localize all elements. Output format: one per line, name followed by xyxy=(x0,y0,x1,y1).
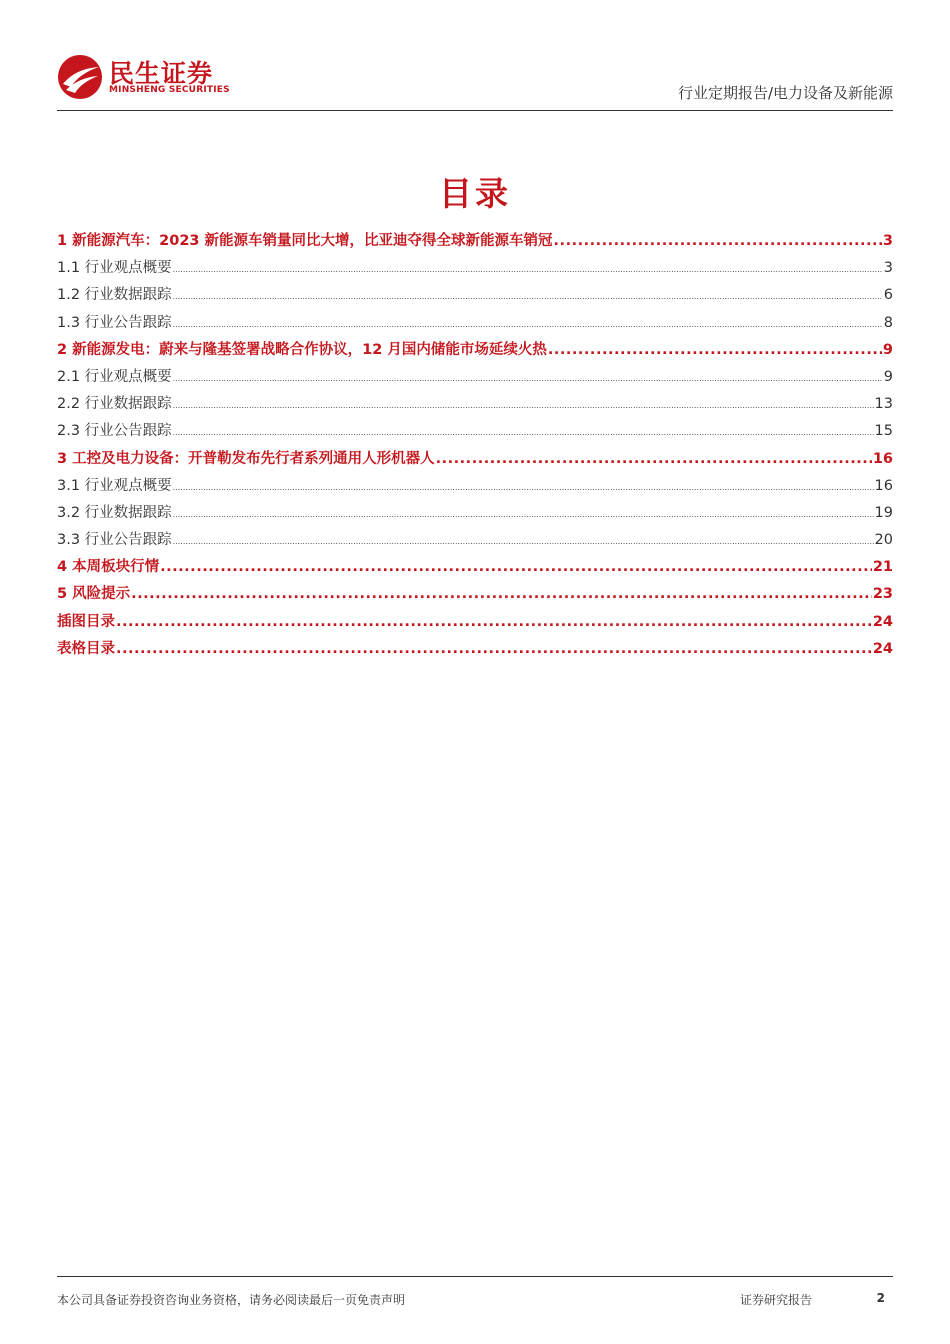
toc-entry-section[interactable] xyxy=(57,554,893,581)
brand-logo xyxy=(57,52,257,102)
toc-entry-title: 4 本周板块行情 xyxy=(57,559,160,576)
toc-entry-subsection[interactable] xyxy=(57,391,893,418)
toc-dot-leader xyxy=(131,581,872,608)
toc-entry-section[interactable] xyxy=(57,609,893,636)
report-category: 行业定期报告/电力设备及新能源 xyxy=(677,84,893,102)
toc-entry-page: 24 xyxy=(872,613,893,630)
toc-dot-leader xyxy=(116,636,872,663)
toc-entry-subsection[interactable] xyxy=(57,527,893,554)
toc-entry-subsection[interactable] xyxy=(57,255,893,282)
toc-entry-title: 1 新能源汽车：2023 新能源车销量同比大增，比亚迪夺得全球新能源车销冠 xyxy=(57,233,553,249)
toc-entry-title: 2.2 行业数据跟踪 xyxy=(57,396,172,413)
toc-title: 目录 xyxy=(439,174,511,213)
toc-entry-title: 1.1 行业观点概要 xyxy=(57,260,172,277)
toc-entry-title: 3 工控及电力设备：开普勒发布先行者系列通用人形机器人 xyxy=(57,450,435,467)
toc-entry-section[interactable] xyxy=(57,446,893,473)
toc-entry-section[interactable] xyxy=(57,228,893,255)
toc-entry-page: 24 xyxy=(872,640,893,657)
table-of-contents xyxy=(57,228,893,663)
toc-entry-page: 6 xyxy=(883,287,893,304)
toc-entry-subsection[interactable] xyxy=(57,473,893,500)
toc-entry-subsection[interactable] xyxy=(57,364,893,391)
toc-dot-leader xyxy=(554,228,882,255)
minsheng-logo-icon xyxy=(57,54,103,100)
toc-entry-title: 5 风险提示 xyxy=(57,586,131,603)
toc-dot-leader xyxy=(160,554,872,581)
toc-entry-page: 15 xyxy=(874,423,893,440)
toc-entry-title: 3.3 行业公告跟踪 xyxy=(57,532,172,549)
toc-dot-leader xyxy=(173,256,883,283)
footer-doc-type: 证券研究报告 xyxy=(740,1293,813,1307)
toc-dot-leader xyxy=(548,337,882,364)
toc-entry-page: 20 xyxy=(874,532,893,549)
toc-entry-page: 3 xyxy=(883,260,893,277)
toc-entry-page: 8 xyxy=(883,314,893,331)
toc-entry-page: 16 xyxy=(872,450,893,467)
toc-entry-title: 2.3 行业公告跟踪 xyxy=(57,423,172,440)
toc-dot-leader xyxy=(173,365,883,392)
toc-entry-title: 2.1 行业观点概要 xyxy=(57,368,172,385)
brand-name-cn: 民生证券 xyxy=(109,59,214,88)
toc-entry-subsection[interactable] xyxy=(57,500,893,527)
toc-dot-leader xyxy=(173,474,874,501)
toc-entry-title: 2 新能源发电：蔚来与隆基签署战略合作协议，12 月国内储能市场延续火热 xyxy=(57,341,547,358)
toc-entry-title: 3.2 行业数据跟踪 xyxy=(57,504,172,521)
toc-dot-leader xyxy=(173,528,874,555)
toc-entry-subsection[interactable] xyxy=(57,282,893,309)
toc-entry-section[interactable] xyxy=(57,337,893,364)
toc-entry-title: 插图目录 xyxy=(57,613,115,630)
footer-disclaimer: 本公司具备证券投资咨询业务资格，请务必阅读最后一页免责声明 xyxy=(57,1293,406,1307)
page-header xyxy=(57,52,893,111)
toc-entry-section[interactable] xyxy=(57,581,893,608)
toc-entry-title: 3.1 行业观点概要 xyxy=(57,477,172,494)
toc-dot-leader xyxy=(173,501,874,528)
brand-name-en: MINSHENG SECURITIES xyxy=(109,85,230,95)
toc-dot-leader xyxy=(173,419,874,446)
toc-entry-page: 23 xyxy=(872,586,893,603)
toc-dot-leader xyxy=(116,609,872,636)
toc-entry-page: 9 xyxy=(882,341,893,358)
toc-entry-subsection[interactable] xyxy=(57,418,893,445)
toc-dot-leader xyxy=(436,446,872,473)
toc-dot-leader xyxy=(173,311,883,338)
toc-entry-section[interactable] xyxy=(57,636,893,663)
toc-entry-subsection[interactable] xyxy=(57,310,893,337)
toc-entry-title: 1.2 行业数据跟踪 xyxy=(57,287,172,304)
toc-entry-title: 1.3 行业公告跟踪 xyxy=(57,314,172,331)
toc-entry-page: 13 xyxy=(874,396,893,413)
page-footer xyxy=(57,1276,893,1317)
toc-entry-page: 16 xyxy=(874,477,893,494)
toc-entry-page: 9 xyxy=(883,368,893,385)
toc-entry-page: 19 xyxy=(874,504,893,521)
toc-entry-page: 3 xyxy=(882,233,893,249)
page-number: 2 xyxy=(876,1291,885,1305)
toc-dot-leader xyxy=(173,392,874,419)
toc-entry-title: 表格目录 xyxy=(57,640,115,657)
toc-dot-leader xyxy=(173,283,883,310)
toc-entry-page: 21 xyxy=(872,559,893,576)
